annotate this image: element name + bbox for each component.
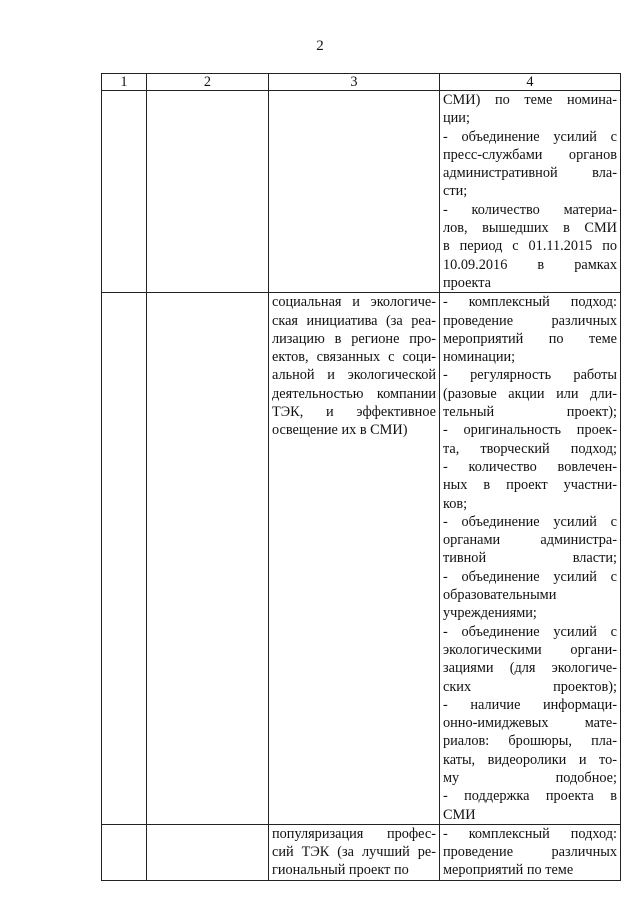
table-row: [102, 824, 621, 880]
column-header-3: 3: [269, 74, 440, 91]
text-line: проекта: [443, 274, 491, 291]
cell-col2: [147, 293, 269, 825]
text-line: мероприятий по теме: [443, 330, 617, 347]
text-line: - объединение усилий с: [443, 623, 617, 640]
text-line: номинации;: [443, 349, 516, 366]
text-line: тельный проект);: [443, 404, 617, 421]
text-line: 10.09.2016 в рамках: [443, 256, 617, 273]
text-line: - поддержка проекта в: [443, 788, 617, 805]
text-line: - оригинальность проек-: [443, 422, 617, 439]
text-line: альной и экологической: [272, 367, 436, 384]
text-line: образовательными: [443, 587, 557, 604]
text-line: - объединение усилий с: [443, 513, 617, 530]
column-header-4: 4: [440, 74, 621, 91]
text-line: ектов, связанных с соци-: [272, 349, 436, 366]
cell-col1: [102, 91, 147, 293]
column-header-2: 2: [147, 74, 269, 91]
cell-criteria: [440, 91, 621, 293]
table-row: [102, 91, 621, 293]
text-line: ская инициатива (за реа-: [272, 312, 436, 329]
text-line: - количество вовлечен-: [443, 458, 617, 475]
text-line: ТЭК, и эффективное: [272, 404, 436, 421]
text-line: административной вла-: [443, 165, 617, 182]
text-line: пресс-службами органов: [443, 146, 617, 163]
text-line: СМИ: [443, 806, 476, 823]
text-line: ции;: [443, 110, 470, 127]
text-line: проведение различных: [443, 844, 617, 861]
text-line: в период с 01.11.2015 по: [443, 238, 617, 255]
cell-col2: [147, 91, 269, 293]
cell-criteria: [440, 824, 621, 880]
text-line: проведение различных: [443, 312, 617, 329]
text-line: - наличие информаци-: [443, 696, 617, 713]
text-line: му подобное;: [443, 769, 617, 786]
text-line: сий ТЭК (за лучший ре-: [272, 844, 436, 861]
criteria-table: [101, 73, 621, 881]
text-line: социальная и экологиче-: [272, 294, 436, 311]
cell-nomination: [269, 824, 440, 880]
table-row: [102, 293, 621, 825]
text-line: сти;: [443, 183, 468, 200]
text-line: экологическими органи-: [443, 641, 617, 658]
text-line: - комплексный подход:: [443, 294, 617, 311]
text-line: СМИ) по теме номина-: [443, 92, 617, 108]
text-line: - объединение усилий с: [443, 128, 617, 145]
column-header-1: 1: [102, 74, 147, 91]
page-number: 2: [316, 38, 324, 54]
cell-criteria: [440, 293, 621, 825]
text-line: - комплексный подход:: [443, 825, 617, 842]
table-header-row: [102, 74, 621, 91]
text-line: та, творческий подход;: [443, 440, 617, 457]
text-line: - регулярность работы: [443, 367, 617, 384]
text-line: гиональный проект по: [272, 862, 409, 879]
text-line: освещение их в СМИ): [272, 422, 408, 439]
cell-nomination: [269, 293, 440, 825]
cell-col1: [102, 824, 147, 880]
text-line: зациями (для экологиче-: [443, 660, 617, 677]
text-line: деятельностью компании: [272, 385, 436, 402]
text-line: тивной власти;: [443, 550, 617, 567]
cell-col1: [102, 293, 147, 825]
cell-nomination: [269, 91, 440, 293]
text-line: - объединение усилий с: [443, 568, 617, 585]
text-line: популяризация профес-: [272, 825, 436, 842]
text-line: ных в проект участни-: [443, 477, 617, 494]
text-line: - количество материа-: [443, 201, 617, 218]
text-line: органами администра-: [443, 532, 617, 549]
cell-col2: [147, 824, 269, 880]
text-line: учреждениями;: [443, 605, 537, 622]
text-line: лизацию в регионе про-: [272, 330, 436, 347]
text-line: ских проектов);: [443, 678, 617, 695]
text-line: лов, вышедших в СМИ: [443, 220, 617, 237]
text-line: (разовые акции или дли-: [443, 385, 617, 402]
text-line: каты, видеоролики и то-: [443, 751, 617, 768]
text-line: онно-имиджевых мате-: [443, 715, 617, 732]
text-line: ков;: [443, 495, 468, 512]
table-body: [102, 74, 621, 881]
text-line: риалов: брошюры, пла-: [443, 733, 617, 750]
text-line: мероприятий по теме: [443, 862, 574, 879]
